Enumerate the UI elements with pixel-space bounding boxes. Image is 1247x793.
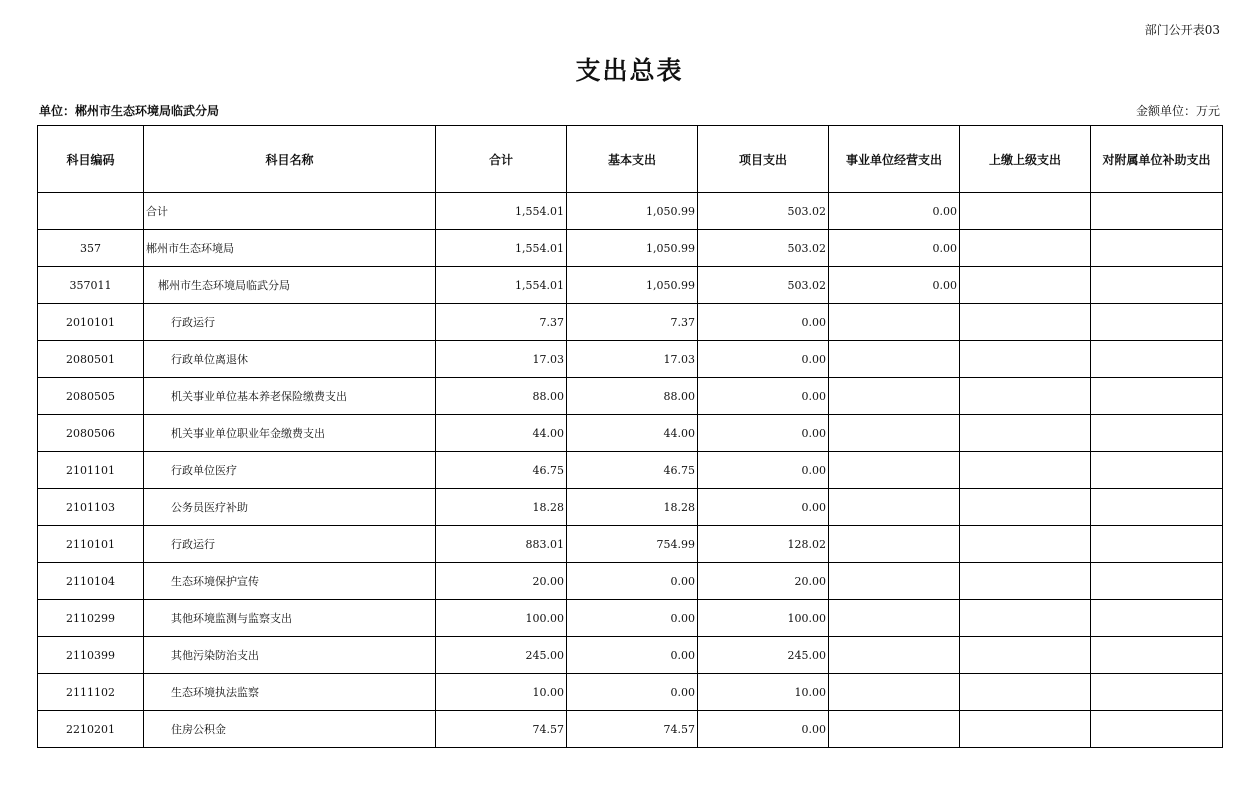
cell-subsidy [1091, 674, 1223, 711]
cell-total: 245.00 [436, 637, 567, 674]
cell-project: 0.00 [698, 711, 829, 748]
cell-upper [960, 489, 1091, 526]
cell-project: 0.00 [698, 452, 829, 489]
cell-total: 44.00 [436, 415, 567, 452]
header-subsidy: 对附属单位补助支出 [1091, 126, 1223, 193]
cell-project: 0.00 [698, 341, 829, 378]
header-code: 科目编码 [38, 126, 144, 193]
cell-code: 2080501 [38, 341, 144, 378]
table-row [38, 378, 1223, 415]
cell-business [829, 526, 960, 563]
cell-name: 郴州市生态环境局 [144, 230, 436, 267]
form-code-label: 部门公开表03 [1144, 23, 1220, 37]
cell-subsidy [1091, 637, 1223, 674]
header-upper: 上缴上级支出 [960, 126, 1091, 193]
table-row [38, 267, 1223, 304]
cell-subsidy [1091, 341, 1223, 378]
table-row [38, 674, 1223, 711]
cell-name: 住房公积金 [144, 711, 436, 748]
cell-name: 生态环境执法监察 [144, 674, 436, 711]
table-row [38, 711, 1223, 748]
cell-code: 2101103 [38, 489, 144, 526]
cell-subsidy [1091, 600, 1223, 637]
cell-upper [960, 378, 1091, 415]
cell-upper [960, 600, 1091, 637]
cell-code: 2110399 [38, 637, 144, 674]
cell-upper [960, 563, 1091, 600]
cell-code: 2080506 [38, 415, 144, 452]
cell-total: 1,554.01 [436, 230, 567, 267]
cell-total: 1,554.01 [436, 193, 567, 230]
cell-total: 10.00 [436, 674, 567, 711]
unit-row [39, 102, 1220, 119]
cell-name: 机关事业单位职业年金缴费支出 [144, 415, 436, 452]
cell-subsidy [1091, 489, 1223, 526]
cell-name: 公务员医疗补助 [144, 489, 436, 526]
cell-project: 503.02 [698, 267, 829, 304]
cell-name: 行政单位离退休 [144, 341, 436, 378]
cell-total: 74.57 [436, 711, 567, 748]
cell-code: 2110299 [38, 600, 144, 637]
cell-subsidy [1091, 304, 1223, 341]
cell-code: 2080505 [38, 378, 144, 415]
cell-subsidy [1091, 526, 1223, 563]
cell-project: 0.00 [698, 489, 829, 526]
header-business: 事业单位经营支出 [829, 126, 960, 193]
page-title: 支出总表 [575, 56, 684, 85]
cell-upper [960, 267, 1091, 304]
cell-project: 100.00 [698, 600, 829, 637]
cell-upper [960, 415, 1091, 452]
cell-basic: 0.00 [567, 674, 698, 711]
cell-business [829, 452, 960, 489]
table-row [38, 489, 1223, 526]
cell-total: 20.00 [436, 563, 567, 600]
cell-basic: 1,050.99 [567, 193, 698, 230]
cell-upper [960, 230, 1091, 267]
cell-name: 行政单位医疗 [144, 452, 436, 489]
amount-unit-label: 金额单位：万元 [1135, 104, 1220, 118]
cell-code: 2101101 [38, 452, 144, 489]
cell-project: 503.02 [698, 230, 829, 267]
cell-total: 88.00 [436, 378, 567, 415]
cell-subsidy [1091, 452, 1223, 489]
cell-name: 其他污染防治支出 [144, 637, 436, 674]
cell-upper [960, 674, 1091, 711]
cell-upper [960, 526, 1091, 563]
table-row [38, 193, 1223, 230]
cell-total: 46.75 [436, 452, 567, 489]
cell-upper [960, 711, 1091, 748]
cell-upper [960, 304, 1091, 341]
cell-project: 0.00 [698, 304, 829, 341]
cell-project: 0.00 [698, 378, 829, 415]
table-row [38, 526, 1223, 563]
cell-business [829, 378, 960, 415]
cell-code: 2210201 [38, 711, 144, 748]
cell-business: 0.00 [829, 193, 960, 230]
cell-basic: 1,050.99 [567, 267, 698, 304]
cell-name: 其他环境监测与监察支出 [144, 600, 436, 637]
cell-business [829, 674, 960, 711]
cell-basic: 18.28 [567, 489, 698, 526]
cell-name: 郴州市生态环境局临武分局 [144, 267, 436, 304]
cell-project: 128.02 [698, 526, 829, 563]
cell-basic: 88.00 [567, 378, 698, 415]
cell-business [829, 711, 960, 748]
cell-project: 0.00 [698, 415, 829, 452]
cell-code [38, 193, 144, 230]
cell-business [829, 304, 960, 341]
cell-name: 生态环境保护宣传 [144, 563, 436, 600]
cell-code: 357011 [38, 267, 144, 304]
header-basic: 基本支出 [567, 126, 698, 193]
cell-name: 合计 [144, 193, 436, 230]
table-row [38, 452, 1223, 489]
cell-total: 1,554.01 [436, 267, 567, 304]
cell-upper [960, 193, 1091, 230]
cell-subsidy [1091, 711, 1223, 748]
cell-upper [960, 452, 1091, 489]
table-row [38, 637, 1223, 674]
cell-basic: 754.99 [567, 526, 698, 563]
cell-subsidy [1091, 563, 1223, 600]
cell-code: 2010101 [38, 304, 144, 341]
expenditure-table [37, 125, 1223, 748]
cell-subsidy [1091, 230, 1223, 267]
cell-project: 245.00 [698, 637, 829, 674]
cell-business: 0.00 [829, 267, 960, 304]
cell-upper [960, 341, 1091, 378]
cell-basic: 17.03 [567, 341, 698, 378]
cell-name: 行政运行 [144, 526, 436, 563]
cell-business [829, 637, 960, 674]
cell-basic: 1,050.99 [567, 230, 698, 267]
cell-basic: 46.75 [567, 452, 698, 489]
header-total: 合计 [436, 126, 567, 193]
cell-basic: 74.57 [567, 711, 698, 748]
table-body [38, 193, 1223, 748]
cell-basic: 0.00 [567, 563, 698, 600]
cell-total: 883.01 [436, 526, 567, 563]
cell-total: 17.03 [436, 341, 567, 378]
cell-project: 503.02 [698, 193, 829, 230]
unit-label: 单位：郴州市生态环境局临武分局 [39, 104, 220, 118]
cell-business [829, 600, 960, 637]
header-project: 项目支出 [698, 126, 829, 193]
table-row [38, 341, 1223, 378]
cell-subsidy [1091, 378, 1223, 415]
cell-code: 2110101 [38, 526, 144, 563]
header-name: 科目名称 [144, 126, 436, 193]
cell-total: 18.28 [436, 489, 567, 526]
cell-project: 20.00 [698, 563, 829, 600]
cell-upper [960, 637, 1091, 674]
table-row [38, 600, 1223, 637]
cell-total: 100.00 [436, 600, 567, 637]
cell-total: 7.37 [436, 304, 567, 341]
cell-business [829, 489, 960, 526]
cell-business [829, 563, 960, 600]
cell-subsidy [1091, 193, 1223, 230]
cell-basic: 7.37 [567, 304, 698, 341]
cell-project: 10.00 [698, 674, 829, 711]
table-row [38, 304, 1223, 341]
cell-basic: 0.00 [567, 600, 698, 637]
cell-name: 行政运行 [144, 304, 436, 341]
cell-code: 2110104 [38, 563, 144, 600]
cell-name: 机关事业单位基本养老保险缴费支出 [144, 378, 436, 415]
cell-business [829, 415, 960, 452]
cell-basic: 0.00 [567, 637, 698, 674]
cell-basic: 44.00 [567, 415, 698, 452]
table-row [38, 563, 1223, 600]
table-row [38, 230, 1223, 267]
cell-subsidy [1091, 267, 1223, 304]
cell-business [829, 341, 960, 378]
cell-code: 2111102 [38, 674, 144, 711]
table-header-row [38, 126, 1223, 193]
table-row [38, 415, 1223, 452]
cell-code: 357 [38, 230, 144, 267]
cell-subsidy [1091, 415, 1223, 452]
cell-business: 0.00 [829, 230, 960, 267]
